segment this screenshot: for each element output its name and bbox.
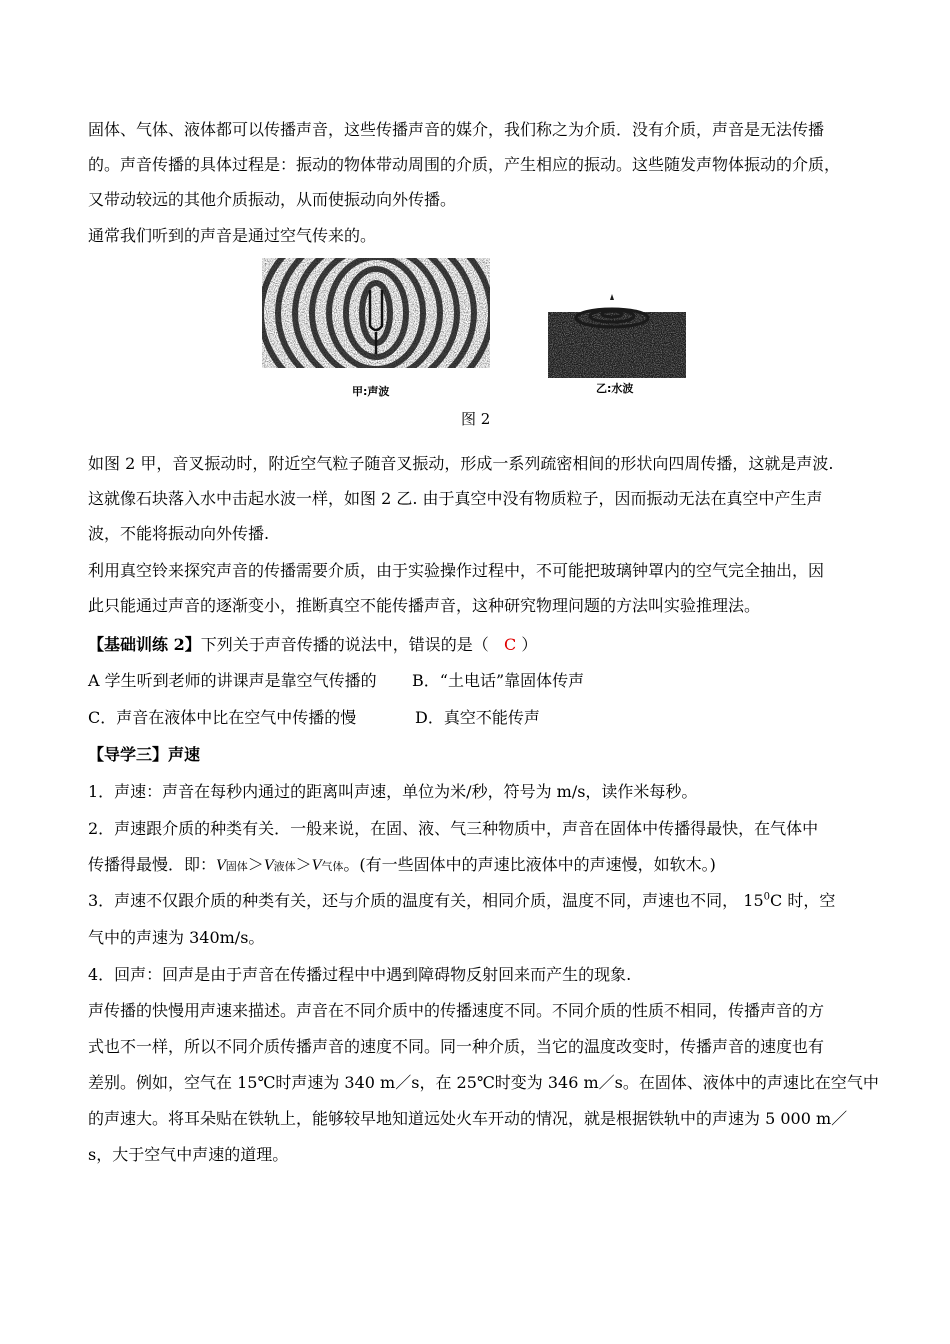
paragraph-line: 声传播的快慢用声速来描述。声音在不同介质中的传播速度不同。不同介质的性质不相同，传播声音的方	[88, 1001, 825, 1020]
gt-symbol: ＞	[295, 855, 312, 874]
text-span: 3．声速不仅跟介质的种类有关，还与介质的温度有关，相同介质，温度不同，声速也不同， 15	[88, 891, 764, 910]
text-span: C 时，空	[770, 891, 836, 910]
paragraph-line: 这就像石块落入水中击起水波一样，如图 2 乙. 由于真空中没有物质粒子，因而振动无法在真空中产生声	[88, 489, 823, 508]
paragraph-line: 又带动较远的其他介质振动，从而使振动向外传播。	[88, 190, 457, 209]
exercise-question	[88, 635, 537, 655]
text-span: 。(有一些固体中的声速比液体中的声速慢，如软木。)	[343, 855, 716, 874]
subscript: 固体	[225, 860, 248, 873]
list-item: 2．声速跟介质的种类有关．一般来说，在固、液、气三种物质中，声音在固体中传播得最快，在气体中	[88, 819, 819, 838]
question-close: ）	[521, 635, 538, 654]
paragraph-line: 此只能通过声音的逐渐变小，推断真空不能传播声音，这种研究物理问题的方法叫实验推理法。	[88, 596, 761, 615]
section-title: 【导学三】声速	[88, 745, 201, 764]
list-item	[88, 855, 716, 877]
paragraph-line: 通常我们听到的声音是通过空气传来的。	[88, 226, 377, 245]
superscript: 0	[763, 891, 771, 903]
figure-caption-right: 乙:水波	[596, 382, 634, 395]
subscript: 气体	[321, 860, 344, 873]
option-b: B．“土电话”靠固体传声	[412, 671, 585, 690]
velocity-symbol: V	[311, 857, 322, 874]
paragraph-line: 差别。例如，空气在 15℃时声速为 340 m／s，在 25℃时变为 346 m／s。在固体、液体中的声速比在空气中	[88, 1073, 879, 1092]
sound-wave-figure	[262, 258, 490, 368]
list-item	[88, 891, 835, 911]
velocity-symbol: V	[263, 857, 274, 874]
option-a: A 学生听到老师的讲课声是靠空气传播的	[88, 671, 377, 690]
text-span: 传播得最慢．即：	[88, 855, 217, 874]
paragraph-line: 的声速大。将耳朵贴在铁轨上，能够较早地知道远处火车开动的情况，就是根据铁轨中的声速为 5 000 m／	[88, 1109, 848, 1128]
paragraph-line: 波，不能将振动向外传播.	[88, 524, 270, 543]
gt-symbol: ＞	[247, 855, 264, 874]
paragraph-line: 固体、气体、液体都可以传播声音，这些传播声音的媒介，我们称之为介质．没有介质，声音是无法传播	[88, 120, 825, 139]
exercise-tag: 【基础训练 2】	[88, 635, 201, 654]
list-item: 1．声速：声音在每秒内通过的距离叫声速，单位为米/秒，符号为 m/s，读作米每秒。	[88, 782, 698, 801]
figure-title: 图 2	[461, 410, 491, 428]
velocity-symbol: V	[216, 857, 226, 874]
list-item: 4．回声：回声是由于声音在传播过程中中遇到障碍物反射回来而产生的现象.	[88, 965, 632, 984]
paragraph-line: 如图 2 甲，音叉振动时，附近空气粒子随音叉振动，形成一系列疏密相间的形状向四周传播，这就是声波.	[88, 454, 834, 473]
subscript: 液体	[273, 860, 296, 873]
paragraph-line: 的。声音传播的具体过程是：振动的物体带动周围的介质，产生相应的振动。这些随发声物体振动的介质，	[88, 155, 841, 174]
paragraph-line: 利用真空铃来探究声音的传播需要介质，由于实验操作过程中，不可能把玻璃钟罩内的空气完全抽出，因	[88, 561, 825, 580]
option-d: D．真空不能传声	[415, 708, 540, 727]
answer-text: C	[504, 635, 517, 654]
water-wave-figure	[548, 290, 686, 378]
paragraph-line: s，大于空气中声速的道理。	[88, 1145, 289, 1164]
paragraph-line: 式也不一样，所以不同介质传播声音的速度不同。同一种介质，当它的温度改变时，传播声音的速度也有	[88, 1037, 825, 1056]
option-c: C．声音在液体中比在空气中传播的慢	[88, 708, 357, 727]
figure-caption-left: 甲:声波	[352, 385, 390, 398]
list-item: 气中的声速为 340m/s。	[88, 928, 265, 947]
question-text: 下列关于声音传播的说法中，错误的是（	[200, 635, 489, 654]
